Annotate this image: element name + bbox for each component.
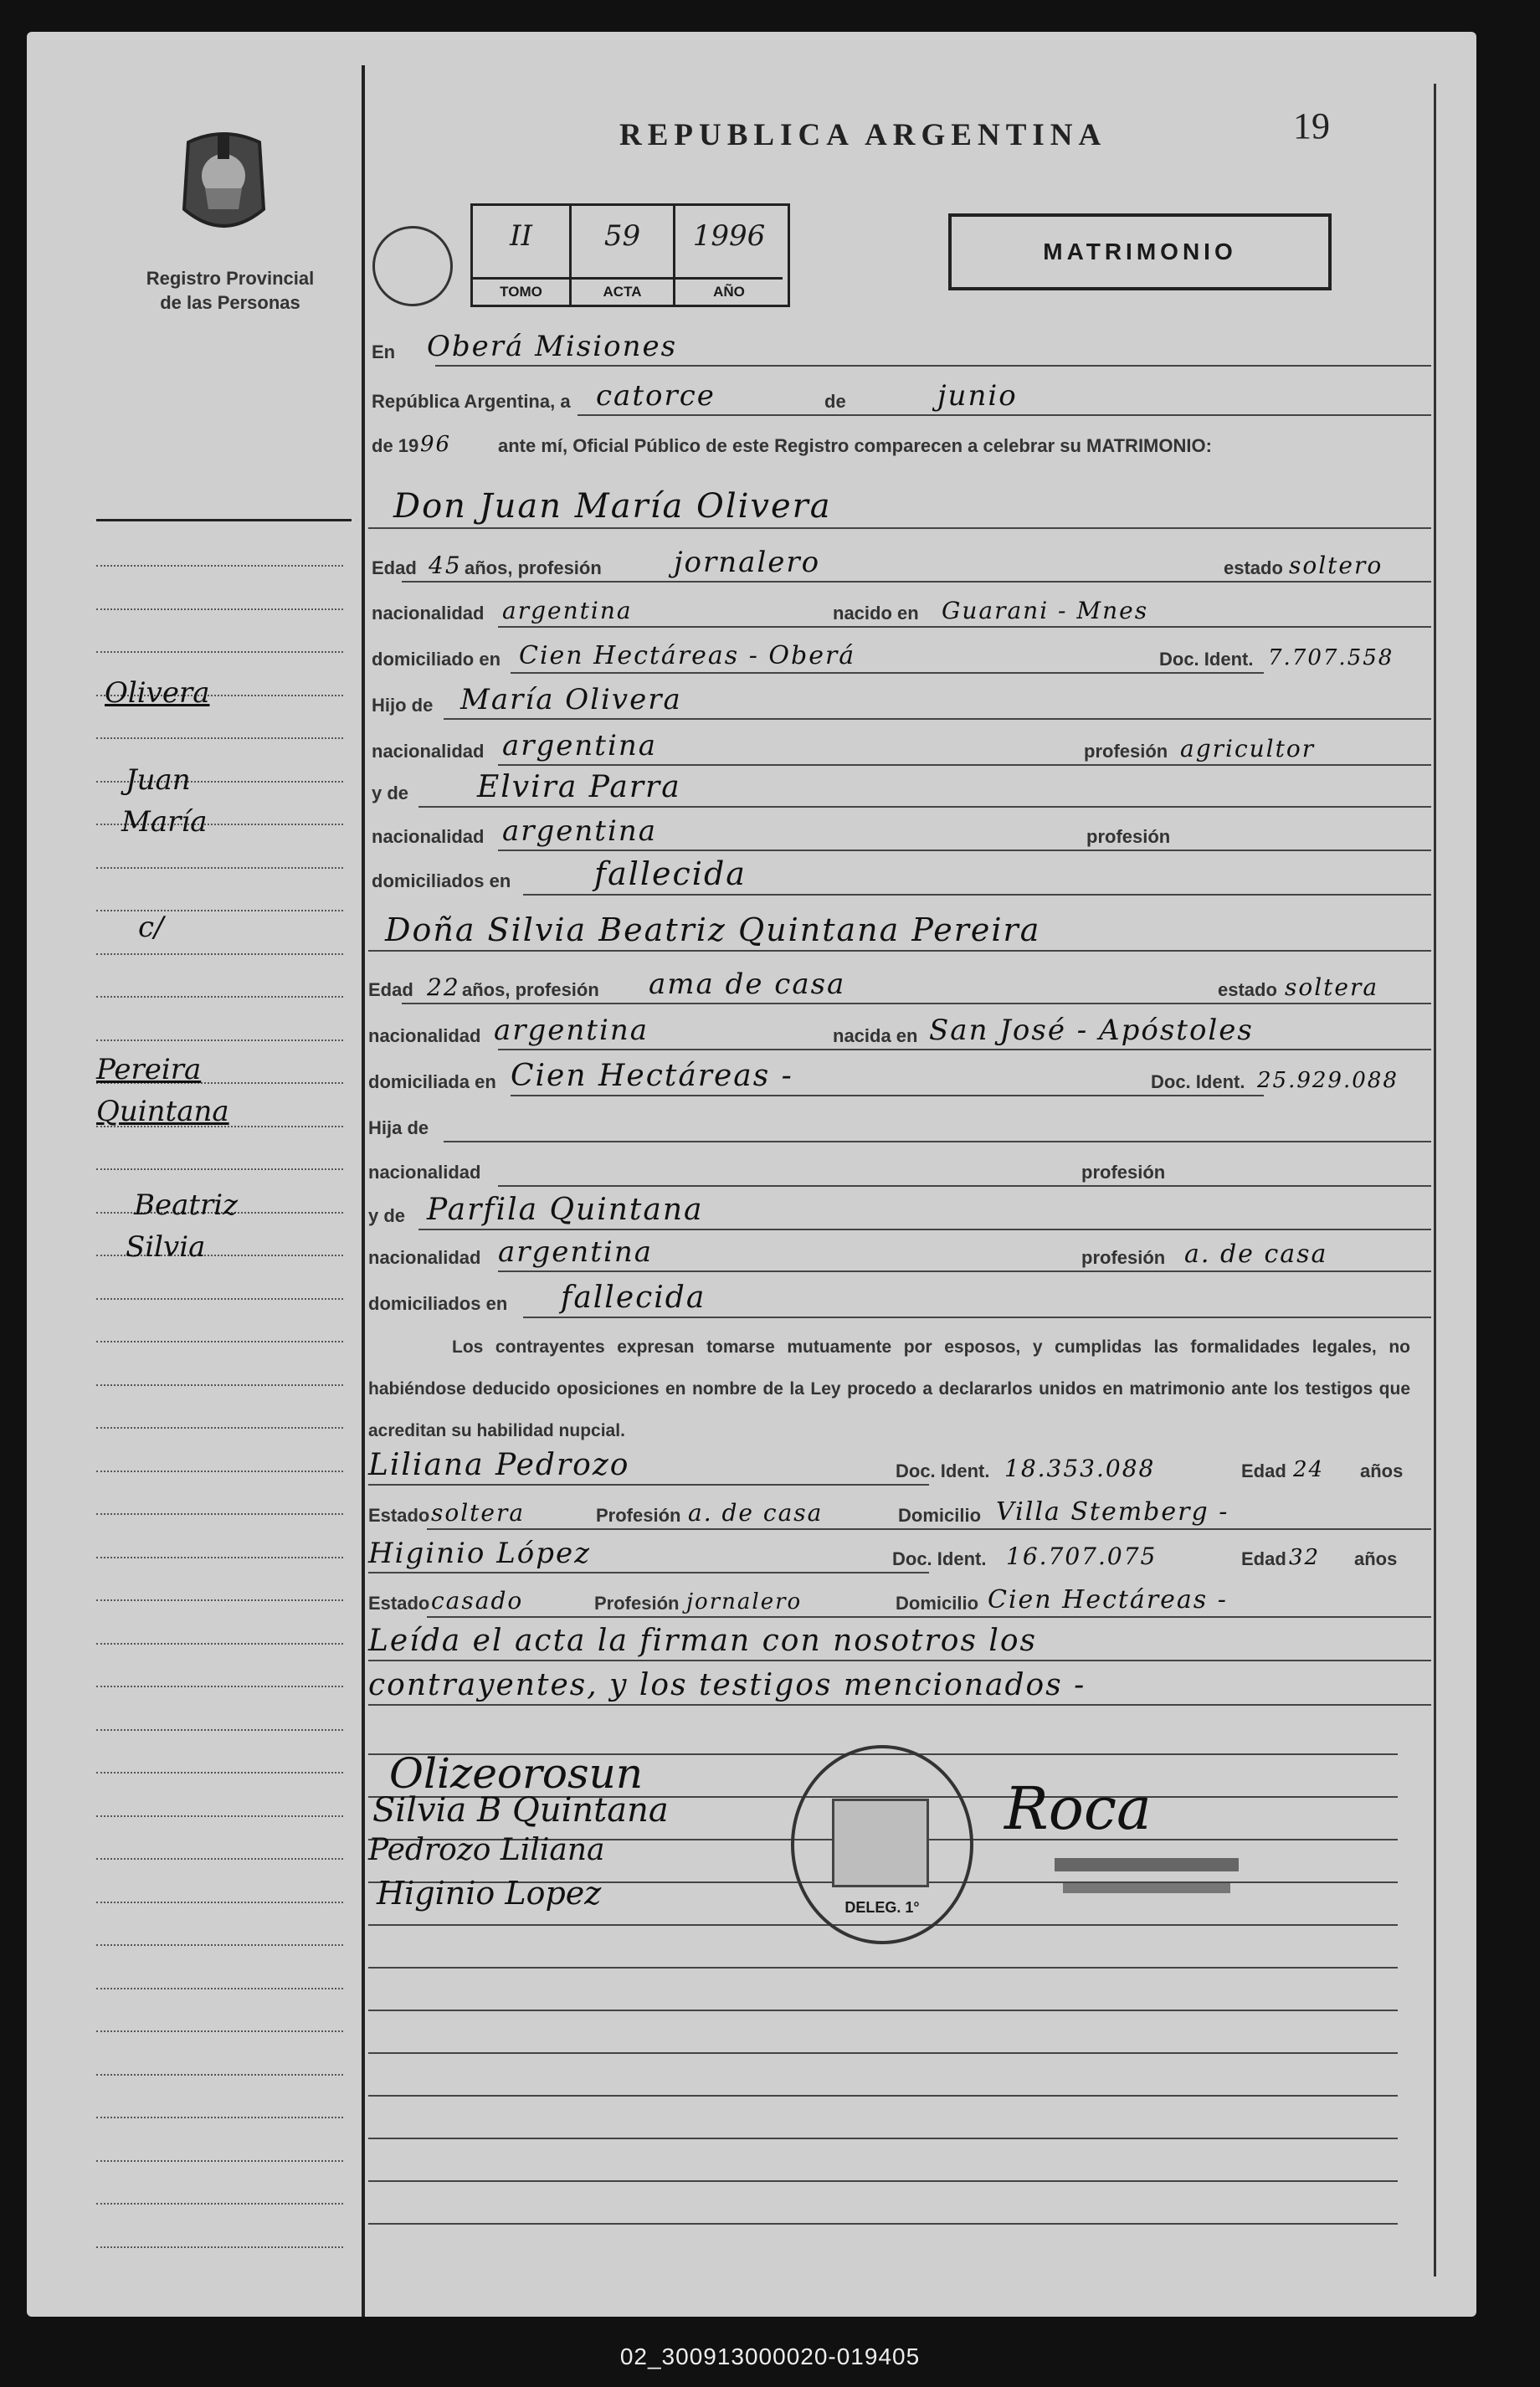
margin-ruled-line [96,651,343,654]
margin-ruled-line [96,867,343,870]
margin-ruled-line [96,1040,343,1043]
label-anos: años [1354,1548,1398,1569]
groom-nationality-row [368,594,1431,631]
declaration-text: Los contrayentes expresan tomarse mutuamente por esposos, y cumplidas las formalidades legales, no habiéndose deducido oposiciones en nombre de la Ley procedo a declararlos unidos en matrimonio ante los testigos que acreditan su habilidad nupcial. [368,1337,1410,1440]
groom-name: Don Juan María Olivera [393,487,832,526]
bride-name: Doña Silvia Beatriz Quintana Pereira [385,911,1041,948]
label-domiciliados-en: domiciliados en [372,870,511,891]
record-id-box [470,203,790,307]
margin-ruled-line [96,2074,343,2077]
witness1-age: 24 [1293,1457,1325,1482]
groom-domicile: Cien Hectáreas - Oberá [519,641,856,670]
margin-ruled-line [96,1513,343,1517]
margin-ruled-line [96,2117,343,2120]
margin-ruled-line [96,1599,343,1603]
groom-status: soltero [1289,552,1383,579]
month-value: junio [937,379,1018,413]
coat-of-arms-icon [172,126,276,243]
margin-ruled-line [96,1471,343,1474]
place-row [368,330,1431,370]
groom-father: María Olivera [460,683,682,716]
document-id: 02_300913000020-019405 [619,2343,921,2369]
right-border [1434,84,1436,2277]
ano-value: 1996 [692,219,766,253]
signature-4: Higinio Lopez [377,1875,602,1912]
margin-ruled-line [96,1643,343,1646]
margin-connector: c/ [138,911,164,944]
acta-cell [572,206,675,305]
margin-ruled-line [96,2246,343,2250]
ruled-line [368,2010,1398,2011]
margin-ruled-line [96,2160,343,2164]
label-anos-profesion: años, profesión [465,557,602,578]
label-nacido-en: nacido en [833,603,919,624]
groom-parents-domicile: fallecida [594,855,747,892]
witness2-details-row [368,1584,1431,1621]
label-doc-ident: Doc. Ident. [1151,1071,1245,1092]
margin-ruled-line [96,1902,343,1905]
seal-text: DELEG. 1° [844,1899,920,1916]
margin-ruled-line [96,1858,343,1861]
circle-stamp-icon [372,226,453,306]
bride-status: soltera [1285,973,1379,1001]
label-doc-ident: Doc. Ident. [896,1460,990,1481]
groom-doc: 7.707.558 [1268,645,1394,670]
registry-line-2: de las Personas [160,292,300,313]
bride-age-row [368,968,1431,1008]
signature-3: Pedrozo Liliana [368,1833,605,1867]
margin-ruled-line [96,1686,343,1689]
official-stamp-lines-icon [979,1825,1247,1942]
margin-ruled-line [96,737,343,741]
label-hija-de: Hija de [368,1117,429,1138]
witness1-row [368,1448,1431,1489]
margin-top-rule [96,519,352,521]
signature-2: Silvia B Quintana [372,1791,669,1830]
label-nacionalidad: nacionalidad [372,741,485,762]
witness1-status: soltera [431,1499,526,1527]
margin-ruled-line [96,1729,343,1732]
groom-mother-row [368,770,1431,811]
date-row [368,379,1431,419]
groom-father-nat-row [368,729,1431,769]
groom-father-row [368,683,1431,723]
official-seal-icon [791,1745,973,1944]
groom-age-row [368,546,1431,586]
margin-ruled-line [96,996,343,999]
label-profesion: profesión [1086,826,1171,847]
bride-domicile: Cien Hectáreas - [511,1059,793,1093]
label-y-de: y de [368,1205,406,1226]
label-nacionalidad: nacionalidad [368,1025,481,1046]
registry-line-1: Registro Provincial [146,268,315,289]
margin-ruled-line [96,1384,343,1388]
label-estado: estado [1224,557,1283,578]
margin-ruled-line [96,1557,343,1560]
label-en: En [372,341,396,362]
margin-ruled-line [96,2030,343,2034]
label-hijo-de: Hijo de [372,695,434,716]
tomo-cell [473,206,572,305]
acta-label: ACTA [572,277,673,305]
witness1-profession: a. de casa [688,1499,824,1527]
ruled-line [368,2223,1398,2225]
page-number: 19 [1293,105,1330,146]
ano-cell [675,206,783,305]
label-profesion: Profesión [594,1593,680,1614]
ruled-line [368,2052,1398,2054]
signature-1: Olizeorosun [389,1749,644,1798]
margin-groom-given1: Juan [126,763,191,797]
groom-domicile-row [368,640,1431,677]
label-ante-mi: ante mí, Oficial Público de este Registro comparecen a celebrar su MATRIMONIO: [498,435,1212,456]
label-nacida-en: nacida en [833,1025,918,1046]
groom-age: 45 [429,552,462,579]
bride-profession: ama de casa [649,968,846,1001]
witness1-doc: 18.353.088 [1004,1455,1156,1482]
margin-bride-given2: Beatriz [134,1188,239,1222]
label-nacionalidad: nacionalidad [372,826,485,847]
bride-father-nat-row [368,1153,1431,1190]
year-value: 96 [420,432,452,457]
margin-ruled-line [96,608,343,612]
margin-ruled-line [96,1815,343,1819]
groom-father-nationality: argentina [502,729,658,762]
groom-name-row [368,485,1431,532]
margin-divider [362,65,365,2317]
bride-doc: 25.929.088 [1257,1068,1399,1093]
witness2-row [368,1537,1431,1577]
margin-groom-given2: María [121,805,208,839]
label-estado: Estado [368,1505,430,1526]
bride-mother-row [368,1193,1431,1234]
margin-ruled-line [96,910,343,913]
bride-age: 22 [427,973,460,1001]
groom-parents-domicile-row [368,855,1431,899]
year-row [368,427,1431,464]
label-doc-ident: Doc. Ident. [892,1548,987,1569]
tomo-value: II [510,219,532,253]
witness1-name: Liliana Pedrozo [368,1448,630,1482]
closing-text-2: contrayentes, y los testigos mencionados - [368,1668,1086,1702]
label-anos-profesion: años, profesión [462,979,599,1000]
margin-ruled-line [96,2203,343,2206]
bride-birthplace: San José - Apóstoles [929,1014,1254,1047]
margin-ruled-line [96,565,343,568]
label-anos: años [1360,1460,1404,1481]
margin-bride-surname1: Pereira [96,1053,202,1086]
registry-name [126,266,335,315]
bride-mother-profession: a. de casa [1184,1240,1328,1269]
label-profesion: profesión [1081,1247,1166,1268]
margin-ruled-line [96,1988,343,1991]
bride-parents-domicile-row [368,1281,1431,1322]
witness2-status: casado [431,1587,524,1614]
label-de: de [824,391,846,412]
bride-mother: Parfila Quintana [427,1193,704,1227]
label-domiciliada-en: domiciliada en [368,1071,496,1092]
margin-ruled-line [96,1772,343,1775]
margin-groom-surname: Olivera [105,676,210,710]
label-doc-ident: Doc. Ident. [1159,649,1254,670]
label-profesion: profesión [1084,741,1168,762]
witness2-profession: jornalero [686,1589,803,1614]
margin-ruled-line [96,1944,343,1948]
label-domiciliados-en: domiciliados en [368,1293,508,1314]
groom-birthplace: Guarani - Mnes [942,597,1149,624]
witness2-age: 32 [1289,1545,1321,1570]
bride-mother-nationality: argentina [498,1235,654,1269]
record-type-box: MATRIMONIO [948,213,1332,290]
groom-mother-nat-row [368,814,1431,855]
bride-father-row [368,1109,1431,1146]
label-y-de: y de [372,783,409,803]
bride-domicile-row [368,1059,1431,1100]
bride-name-row [368,908,1431,955]
witness2-domicile: Cien Hectáreas - [988,1585,1228,1614]
acta-value: 59 [603,219,641,253]
label-nacionalidad: nacionalidad [368,1247,481,1268]
label-domiciliado-en: domiciliado en [372,649,501,670]
label-republica: República Argentina, a [372,391,571,412]
groom-mother-nationality: argentina [502,814,658,848]
label-edad: Edad [1241,1460,1286,1481]
label-year-prefix: de 19 [372,435,419,456]
margin-ruled-line [96,1298,343,1301]
margin-bride-given1: Silvia [126,1230,206,1264]
bride-mother-nat-row [368,1235,1431,1276]
ruled-line [368,2095,1398,2097]
groom-nationality: argentina [502,597,633,624]
ruled-line [368,1967,1398,1969]
bride-parents-domicile: fallecida [561,1281,706,1315]
label-nacionalidad: nacionalidad [372,603,485,624]
witness2-doc: 16.707.075 [1006,1543,1158,1570]
day-value: catorce [596,379,716,413]
closing-text-1: Leída el acta la firman con nosotros los [368,1624,1038,1658]
closing-line-2 [368,1668,1431,1709]
label-nacionalidad: nacionalidad [368,1162,481,1183]
label-edad: Edad [368,979,413,1000]
label-estado: Estado [368,1593,430,1614]
witness2-name: Higinio López [368,1537,592,1570]
label-profesion: Profesión [596,1505,681,1526]
place-value: Oberá Misiones [427,330,678,363]
ruled-line [368,2180,1398,2182]
margin-ruled-line [96,953,343,957]
margin-bride-surname2: Quintana [96,1095,229,1128]
closing-line-1 [368,1624,1431,1665]
document-title: REPUBLICA ARGENTINA [619,118,1107,152]
margin-ruled-line [96,1168,343,1172]
witness1-domicile: Villa Stemberg - [996,1497,1229,1527]
groom-profession: jornalero [674,546,821,579]
bride-nationality: argentina [494,1014,649,1047]
label-profesion: profesión [1081,1162,1166,1183]
label-edad: Edad [372,557,417,578]
groom-mother: Elvira Parra [477,770,681,804]
witness1-details-row [368,1496,1431,1533]
bride-nationality-row [368,1014,1431,1054]
margin-ruled-line [96,1427,343,1430]
ano-label: AÑO [675,277,783,305]
tomo-label: TOMO [473,277,569,305]
groom-father-profession: agricultor [1180,735,1316,762]
label-domicilio: Domicilio [898,1505,982,1526]
label-edad: Edad [1241,1548,1286,1569]
ruled-line [368,2138,1398,2139]
label-estado: estado [1218,979,1277,1000]
label-domicilio: Domicilio [896,1593,979,1614]
official-signature: Roca [1004,1774,1152,1843]
margin-ruled-line [96,1341,343,1344]
